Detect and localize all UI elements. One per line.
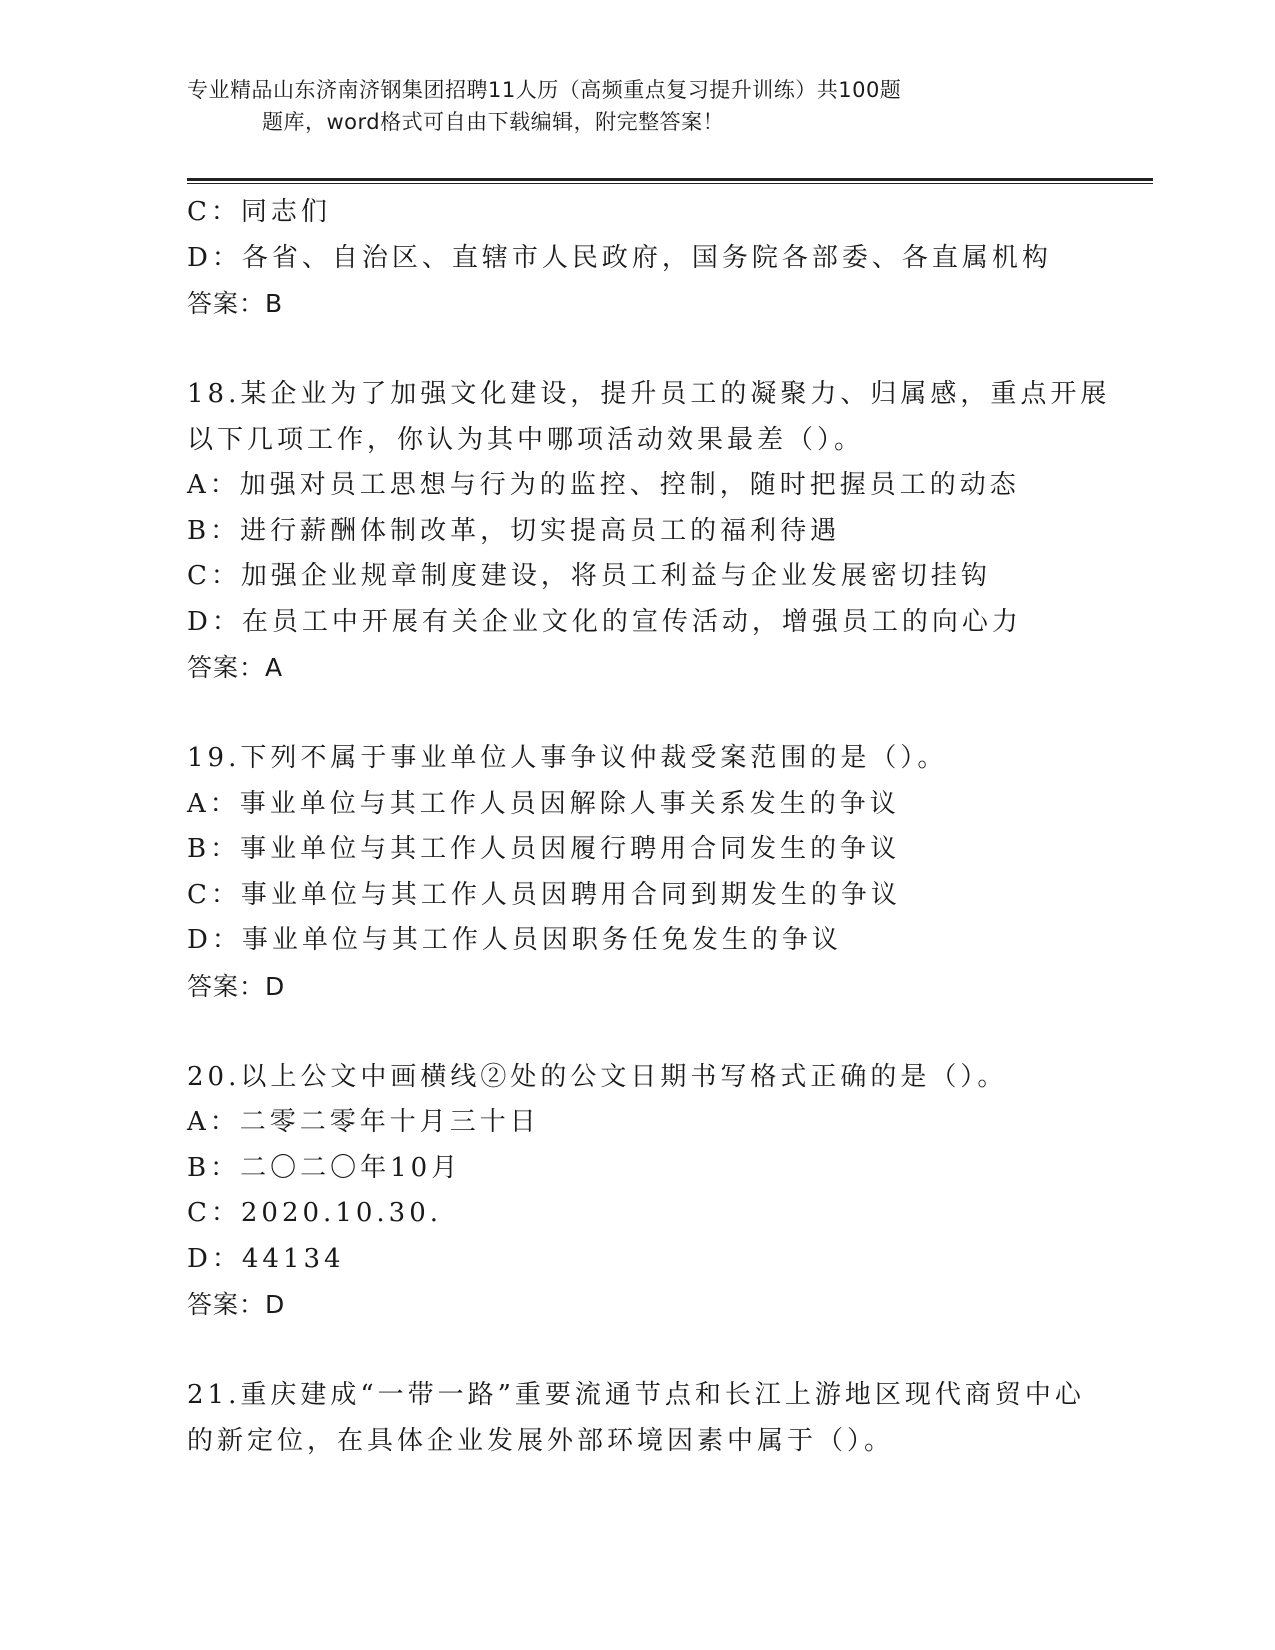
header-title-line-1: 专业精品山东济南济钢集团招聘11人历（高频重点复习提升训练）共100题 (187, 78, 902, 102)
question-stem: 21.重庆建成“一带一路”重要流通节点和长江上游地区现代商贸中心 (187, 1380, 1085, 1410)
option-line: A：加强对员工思想与行为的监控、控制，随时把握员工的动态 (187, 470, 1020, 500)
question-block (187, 736, 1127, 1009)
answer-line: 答案：B (187, 289, 284, 318)
answer-line: 答案：D (187, 971, 286, 1001)
question-block (187, 1373, 1127, 1464)
question-list (187, 190, 1127, 1464)
option-line: C：2020.10.30. (187, 1198, 443, 1228)
question-stem: 20.以上公文中画横线②处的公文日期书写格式正确的是（）。 (187, 1061, 1008, 1092)
question-stem: 18.某企业为了加强文化建设，提升员工的凝聚力、归属感，重点开展 (187, 379, 1111, 409)
header-divider-thin (187, 183, 1153, 184)
answer-line: 答案：A (187, 653, 284, 682)
option-line: D：事业单位与其工作人员因职务任免发生的争议 (187, 925, 842, 955)
option-line: D：44134 (187, 1243, 345, 1274)
option-line: D：在员工中开展有关企业文化的宣传活动，增强员工的向心力 (187, 606, 1022, 637)
option-line: C：加强企业规章制度建设，将员工利益与企业发展密切挂钩 (187, 561, 991, 591)
question-block (187, 1055, 1127, 1328)
option-line: D：各省、自治区、直辖市人民政府，国务院各部委、各直属机构 (187, 242, 1052, 273)
option-line: A：二零二零年十月三十日 (187, 1107, 540, 1137)
question-block (187, 190, 1127, 327)
header-title-line-2: 题库，word格式可自由下载编辑，附完整答案！ (262, 110, 725, 134)
question-block (187, 372, 1127, 691)
question-stem: 以下几项工作，你认为其中哪项活动效果最差（）。 (187, 424, 865, 455)
option-line: C：事业单位与其工作人员因聘用合同到期发生的争议 (187, 879, 901, 910)
option-line: C：同志们 (187, 197, 331, 227)
option-line: B：二〇二〇年10月 (187, 1152, 462, 1183)
header-divider-thick (187, 178, 1153, 181)
option-line: B：进行薪酬体制改革，切实提高员工的福利待遇 (187, 515, 841, 546)
question-stem: 19.下列不属于事业单位人事争议仲裁受案范围的是（）。 (187, 743, 948, 773)
option-line: B：事业单位与其工作人员因履行聘用合同发生的争议 (187, 834, 901, 864)
option-line: A：事业单位与其工作人员因解除人事关系发生的争议 (187, 788, 900, 819)
answer-line: 答案：D (187, 1290, 286, 1319)
question-stem: 的新定位，在具体企业发展外部环境因素中属于（）。 (187, 1425, 895, 1456)
document-header (187, 74, 1087, 138)
